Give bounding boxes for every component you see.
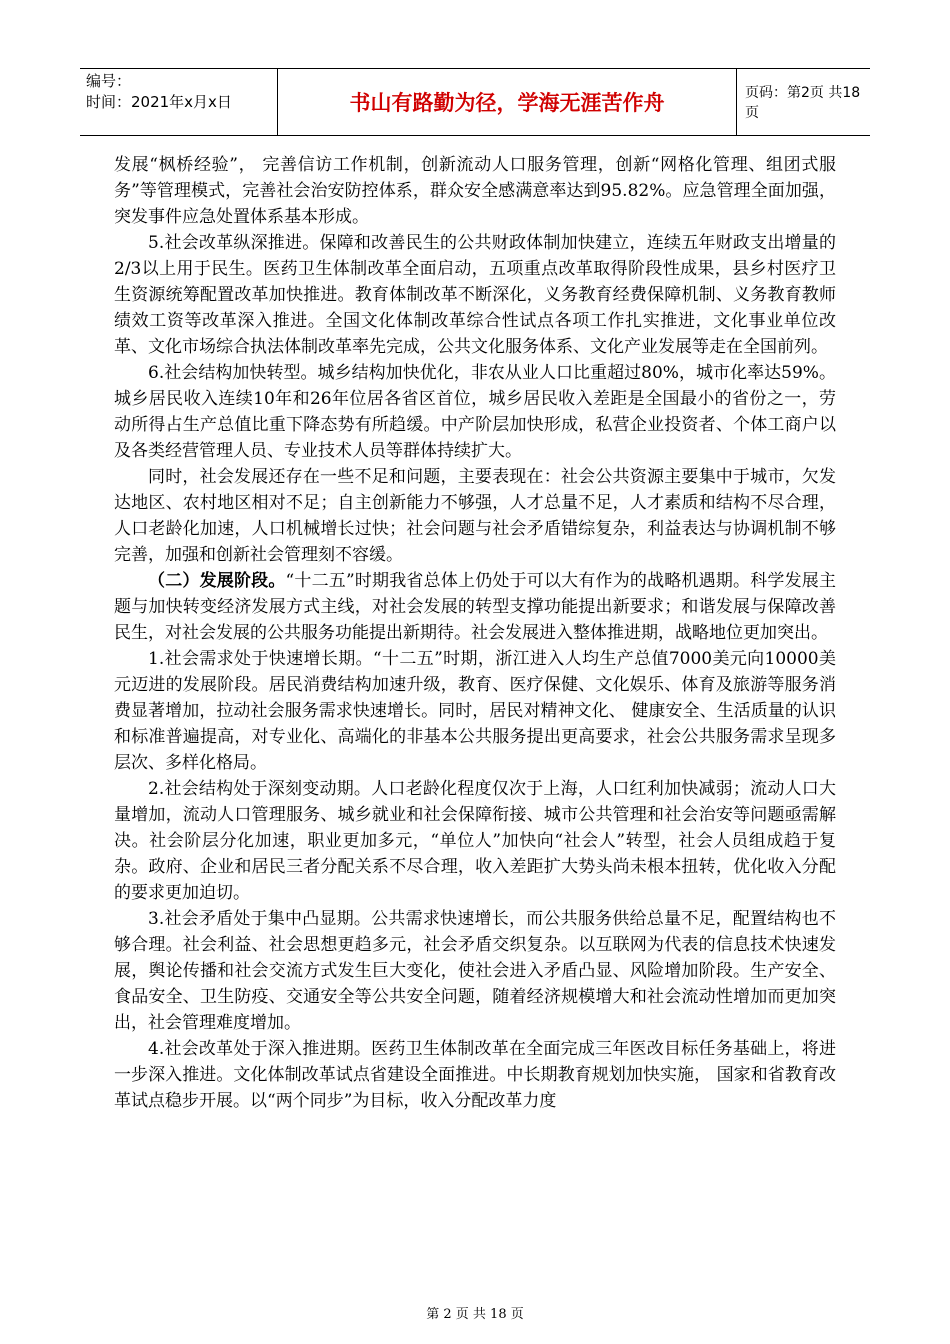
serial-number-label: 编号：: [86, 72, 132, 90]
date-label: 时间：2021年x月x日: [86, 93, 232, 111]
page-header: [80, 68, 870, 136]
paragraph-problems: 同时，社会发展还存在一些不足和问题，主要表现在：社会公共资源主要集中于城市，欠发达地区、农村地区相对不足；自主创新能力不够强，人才总量不足，人才素质和结构不尽合理，人口老龄化加速，人口机械增长过快；社会问题与社会矛盾错综复杂，利益表达与协调机制不够完善，加强和创新社会管理刻不容缓。: [114, 467, 836, 565]
paragraph-social-structure: 6.社会结构加快转型。城乡结构加快优化，非农从业人口比重超过80%，城市化率达59%。城乡居民收入连续10年和26年位居各省区首位，城乡居民收入差距是全国最小的省份之一，劳动所得占生产总值比重下降态势有所趋缓。中产阶层加快形成，私营企业投资者、个体工商户以及各类经营管理人员、专业技术人员等群体持续扩大。: [114, 363, 836, 461]
header-motto: 书山有路勤为径，学海无涯苦作舟: [278, 69, 737, 135]
section-text: “十二五”时期我省总体上仍处于可以大有作为的战略机遇期。科学发展主题与加快转变经济发展方式主线，对社会发展的转型支撑功能提出新要求；和谐发展与保障改善民生，对社会发展的公共服务功能提出新期待。社会发展进入整体推进期，战略地位更加突出。: [114, 571, 836, 643]
paragraph-development-stage: [114, 568, 836, 646]
header-page-info: 页码：第2页 共18页: [745, 85, 861, 121]
paragraph-structure-change: 2.社会结构处于深刻变动期。人口老龄化程度仅次于上海，人口红利加快减弱；流动人口大量增加，流动人口管理服务、城乡就业和社会保障衔接、城市公共管理和社会治安等问题亟需解决。社会阶层分化加速，职业更加多元，“单位人”加快向“社会人”转型，社会人员组成趋于复杂。政府、企业和居民三者分配关系不尽合理，收入差距扩大势头尚未根本扭转，优化收入分配的要求更加迫切。: [114, 779, 836, 903]
paragraph-social-reform: 5.社会改革纵深推进。保障和改善民生的公共财政体制加快建立，连续五年财政支出增量的2/3以上用于民生。医药卫生体制改革全面启动，五项重点改革取得阶段性成果，县乡村医疗卫生资源统筹配置改革加快推进。教育体制改革不断深化，义务教育经费保障机制、义务教育教师绩效工资等改革深入推进。全国文化体制改革综合性试点各项工作扎实推进，文化事业单位改革、文化市场综合执法体制改革率先完成，公共文化服务体系、文化产业发展等走在全国前列。: [114, 233, 836, 357]
page-footer: 第 2 页 共 18 页: [426, 1307, 524, 1322]
document-body: [114, 152, 836, 1114]
paragraph-social-conflict: 3.社会矛盾处于集中凸显期。公共需求快速增长，而公共服务供给总量不足，配置结构也不够合理。社会利益、社会思想更趋多元，社会矛盾交织复杂。以互联网为代表的信息技术快速发展，舆论传播和社会交流方式发生巨大变化，使社会进入矛盾凸显、风险增加阶段。生产安全、食品安全、卫生防疫、交通安全等公共安全问题，随着经济规模增大和社会流动性增加而更加突出，社会管理难度增加。: [114, 909, 836, 1033]
paragraph-reform-deepening: 4.社会改革处于深入推进期。医药卫生体制改革在全面完成三年医改目标任务基础上，将进一步深入推进。文化体制改革试点省建设全面推进。中长期教育规划加快实施， 国家和省教育改革试点稳步开展。以“两个同步”为目标，收入分配改革力度: [114, 1039, 836, 1111]
paragraph-social-demand: 1.社会需求处于快速增长期。“十二五”时期，浙江进入人均生产总值7000美元向10000美元迈进的发展阶段。居民消费结构加速升级，教育、医疗保健、文化娱乐、体育及旅游等服务消费显著增加，拉动社会服务需求快速增长。同时，居民对精神文化、 健康安全、生活质量的认识和标准普遍提高，对专业化、高端化的非基本公共服务提出更高要求，社会公共服务需求呈现多层次、多样化格局。: [114, 649, 836, 773]
section-heading: （二）发展阶段。: [148, 571, 286, 591]
header-meta: [80, 69, 278, 135]
paragraph-continued: 发展“枫桥经验”， 完善信访工作机制，创新流动人口服务管理，创新“网格化管理、组团式服务”等管理模式，完善社会治安防控体系，群众安全感满意率达到95.82%。应急管理全面加强，突发事件应急处置体系基本形成。: [114, 155, 836, 227]
